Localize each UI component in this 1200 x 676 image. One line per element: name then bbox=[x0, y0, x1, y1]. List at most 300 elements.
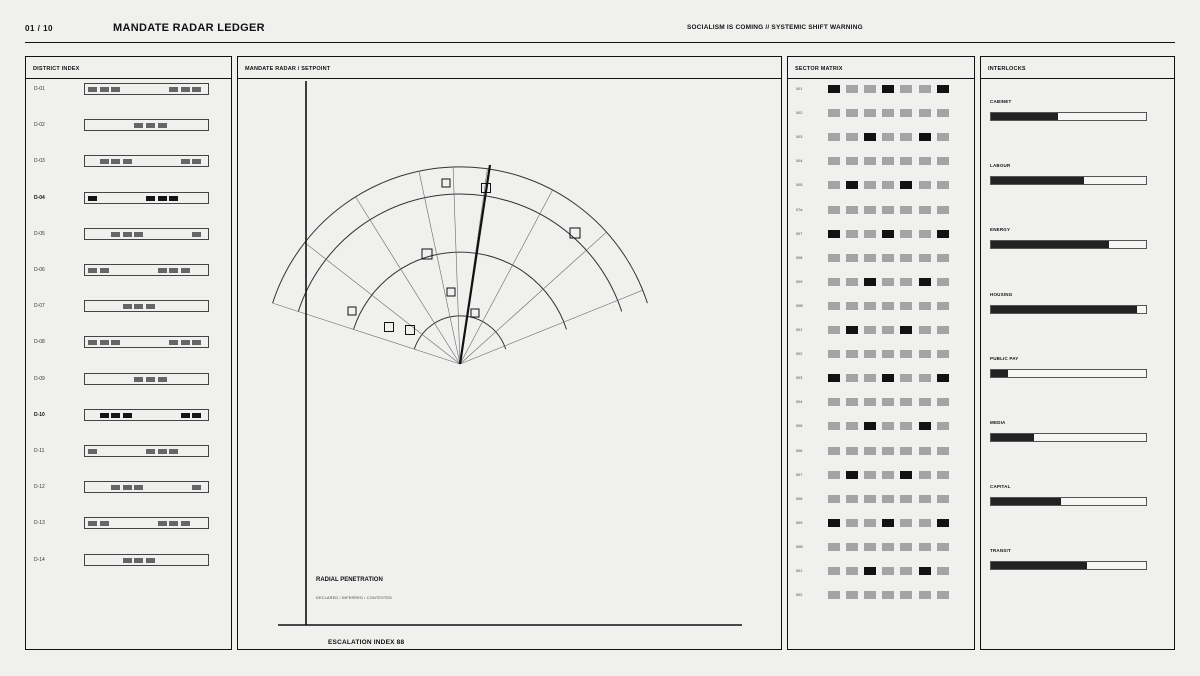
sector-cell[interactable] bbox=[919, 543, 931, 551]
sector-cell[interactable] bbox=[919, 374, 931, 382]
sector-cell[interactable] bbox=[900, 302, 912, 310]
sector-cell[interactable] bbox=[937, 471, 949, 479]
interlock-label: CABINET bbox=[990, 99, 1012, 104]
district-segment bbox=[181, 268, 190, 273]
radar-spoke bbox=[419, 171, 460, 364]
sector-cell[interactable] bbox=[846, 495, 858, 503]
sector-cell[interactable] bbox=[864, 471, 876, 479]
radar-canvas bbox=[238, 79, 781, 649]
sector-cell[interactable] bbox=[828, 157, 840, 165]
district-segment bbox=[100, 521, 109, 526]
district-segment bbox=[146, 558, 155, 563]
district-label: D-11 bbox=[34, 448, 45, 454]
district-bar bbox=[84, 517, 209, 529]
district-segment bbox=[181, 87, 190, 92]
sector-cell[interactable] bbox=[900, 350, 912, 358]
district-segment bbox=[88, 521, 97, 526]
sector-cell[interactable] bbox=[882, 278, 894, 286]
radar-contact-marker[interactable] bbox=[442, 179, 450, 187]
district-segment bbox=[181, 521, 190, 526]
district-segment bbox=[169, 268, 178, 273]
sector-cell[interactable] bbox=[937, 206, 949, 214]
sector-row bbox=[788, 495, 974, 505]
sector-cell[interactable] bbox=[828, 254, 840, 262]
district-row[interactable] bbox=[26, 553, 231, 567]
sector-label: 002 bbox=[796, 111, 803, 116]
sector-cell[interactable] bbox=[919, 254, 931, 262]
sector-cell[interactable] bbox=[937, 567, 949, 575]
sector-cell[interactable] bbox=[900, 85, 912, 93]
district-segment bbox=[100, 87, 109, 92]
sector-cell[interactable] bbox=[882, 254, 894, 262]
sector-label: 004 bbox=[796, 159, 803, 164]
district-label: D-05 bbox=[34, 230, 45, 237]
sector-cell[interactable] bbox=[828, 422, 840, 430]
sector-cell[interactable] bbox=[828, 302, 840, 310]
district-row[interactable] bbox=[26, 335, 231, 349]
sector-cell[interactable] bbox=[828, 567, 840, 575]
sector-cell[interactable] bbox=[846, 591, 858, 599]
sector-cell[interactable] bbox=[919, 350, 931, 358]
sector-cell[interactable] bbox=[937, 109, 949, 117]
district-row[interactable] bbox=[26, 480, 231, 494]
district-segment bbox=[169, 521, 178, 526]
sector-cell[interactable] bbox=[828, 326, 840, 334]
sector-cell[interactable] bbox=[919, 85, 931, 93]
sector-cell[interactable] bbox=[882, 109, 894, 117]
sector-cell[interactable] bbox=[864, 85, 876, 93]
sector-cell[interactable] bbox=[919, 398, 931, 406]
sector-row bbox=[788, 85, 974, 95]
interlock-level-bar bbox=[990, 176, 1147, 185]
district-label: D-14 bbox=[34, 556, 45, 563]
district-bar bbox=[84, 192, 209, 204]
radar-spoke bbox=[273, 303, 460, 364]
sector-cell[interactable] bbox=[900, 471, 912, 479]
sector-row bbox=[788, 591, 974, 601]
sector-cell[interactable] bbox=[882, 471, 894, 479]
district-bar bbox=[84, 83, 209, 95]
district-segment bbox=[169, 449, 178, 454]
sector-cell[interactable] bbox=[919, 495, 931, 503]
district-label: D-02 bbox=[34, 122, 45, 129]
sector-cell[interactable] bbox=[900, 398, 912, 406]
interlock-item bbox=[981, 163, 1173, 193]
sector-cell[interactable] bbox=[882, 422, 894, 430]
sector-cell[interactable] bbox=[846, 181, 858, 189]
interlock-item bbox=[981, 420, 1173, 450]
sector-row bbox=[788, 519, 974, 529]
radar-spoke bbox=[356, 197, 460, 364]
sector-cell[interactable] bbox=[846, 447, 858, 455]
sector-cell[interactable] bbox=[900, 567, 912, 575]
interlock-level-fill bbox=[991, 562, 1087, 569]
district-row[interactable] bbox=[26, 154, 231, 168]
sector-cell[interactable] bbox=[919, 302, 931, 310]
sector-cell[interactable] bbox=[900, 133, 912, 141]
sector-cell[interactable] bbox=[828, 230, 840, 238]
sector-cell[interactable] bbox=[846, 206, 858, 214]
sector-cell[interactable] bbox=[828, 495, 840, 503]
sector-cell[interactable] bbox=[846, 567, 858, 575]
sector-cell[interactable] bbox=[864, 278, 876, 286]
sector-cell[interactable] bbox=[828, 398, 840, 406]
escalation-index-label: ESCALATION INDEX 88 bbox=[328, 639, 405, 646]
sector-row bbox=[788, 254, 974, 264]
radar-contact-marker[interactable] bbox=[348, 307, 356, 315]
interlock-level-bar bbox=[990, 497, 1147, 506]
sector-cell[interactable] bbox=[882, 133, 894, 141]
sector-cell[interactable] bbox=[937, 302, 949, 310]
sector-cell[interactable] bbox=[882, 230, 894, 238]
district-segment bbox=[192, 232, 201, 237]
sector-cell[interactable] bbox=[900, 326, 912, 334]
sector-cell[interactable] bbox=[846, 302, 858, 310]
district-segment bbox=[192, 340, 201, 345]
sector-cell[interactable] bbox=[864, 326, 876, 334]
sector-cell[interactable] bbox=[882, 350, 894, 358]
sector-label: 002 bbox=[796, 593, 803, 598]
sector-cell[interactable] bbox=[864, 109, 876, 117]
district-label: D-09 bbox=[34, 375, 45, 382]
sector-cell[interactable] bbox=[864, 398, 876, 406]
district-segment bbox=[158, 123, 167, 128]
sector-cell[interactable] bbox=[919, 230, 931, 238]
sector-label: 008 bbox=[796, 496, 803, 501]
sector-cell[interactable] bbox=[846, 374, 858, 382]
district-label: D-07 bbox=[34, 303, 45, 310]
sector-cell[interactable] bbox=[937, 447, 949, 455]
sector-cell[interactable] bbox=[864, 230, 876, 238]
mandate-radar-title: MANDATE RADAR / SETPOINT bbox=[245, 66, 331, 72]
sector-row bbox=[788, 206, 974, 216]
sector-label: 003 bbox=[796, 376, 803, 381]
sector-label: 009 bbox=[796, 279, 803, 284]
sector-row bbox=[788, 181, 974, 191]
sector-matrix-title: SECTOR MATRIX bbox=[795, 66, 843, 72]
sector-cell[interactable] bbox=[882, 447, 894, 455]
sector-cell[interactable] bbox=[828, 109, 840, 117]
interlock-level-fill bbox=[991, 241, 1109, 248]
sector-cell[interactable] bbox=[828, 278, 840, 286]
interlock-label: ENERGY bbox=[990, 227, 1011, 233]
district-row[interactable] bbox=[26, 444, 231, 458]
radar-range-arc bbox=[414, 316, 505, 349]
interlock-label: MEDIA bbox=[990, 420, 1006, 425]
district-segment bbox=[123, 558, 132, 563]
sector-cell[interactable] bbox=[882, 85, 894, 93]
sector-cell[interactable] bbox=[864, 374, 876, 382]
sector-cell[interactable] bbox=[828, 206, 840, 214]
sector-cell[interactable] bbox=[882, 543, 894, 551]
district-segment bbox=[158, 377, 167, 382]
sector-cell[interactable] bbox=[900, 181, 912, 189]
sector-label: 003 bbox=[796, 135, 803, 140]
sector-cell[interactable] bbox=[900, 495, 912, 503]
sector-label: 007 bbox=[796, 231, 803, 236]
sector-cell[interactable] bbox=[864, 447, 876, 455]
district-segment bbox=[169, 340, 178, 345]
sector-cell[interactable] bbox=[919, 206, 931, 214]
district-segment bbox=[146, 304, 155, 309]
district-segment bbox=[88, 449, 97, 454]
sector-cell[interactable] bbox=[846, 519, 858, 527]
sector-cell[interactable] bbox=[919, 471, 931, 479]
interlocks-panel bbox=[980, 56, 1175, 650]
sector-cell[interactable] bbox=[882, 567, 894, 575]
sector-cell[interactable] bbox=[864, 181, 876, 189]
sector-cell[interactable] bbox=[828, 133, 840, 141]
sector-cell[interactable] bbox=[900, 230, 912, 238]
sector-cell[interactable] bbox=[900, 422, 912, 430]
sector-cell[interactable] bbox=[828, 350, 840, 358]
district-segment bbox=[158, 268, 167, 273]
district-row[interactable] bbox=[26, 408, 231, 422]
sector-cell[interactable] bbox=[919, 109, 931, 117]
sector-cell[interactable] bbox=[900, 157, 912, 165]
sector-cell[interactable] bbox=[900, 519, 912, 527]
radar-contact-marker[interactable] bbox=[570, 228, 580, 238]
sector-cell[interactable] bbox=[882, 591, 894, 599]
sector-cell[interactable] bbox=[937, 254, 949, 262]
sector-cell[interactable] bbox=[937, 326, 949, 334]
sector-cell[interactable] bbox=[846, 350, 858, 358]
sector-cell[interactable] bbox=[846, 398, 858, 406]
district-bar bbox=[84, 300, 209, 312]
district-row[interactable] bbox=[26, 299, 231, 313]
page-counter: 01 / 10 bbox=[25, 24, 53, 33]
sector-cell[interactable] bbox=[828, 471, 840, 479]
sector-cell[interactable] bbox=[937, 157, 949, 165]
sector-cell[interactable] bbox=[846, 326, 858, 334]
sector-row bbox=[788, 398, 974, 408]
sector-cell[interactable] bbox=[882, 495, 894, 503]
district-segment bbox=[158, 449, 167, 454]
sector-cell[interactable] bbox=[828, 519, 840, 527]
sector-cell[interactable] bbox=[919, 591, 931, 599]
sector-label: 001 bbox=[796, 87, 803, 91]
sector-cell[interactable] bbox=[846, 230, 858, 238]
district-label: D-10 bbox=[34, 411, 45, 418]
interlock-label: CAPITAL bbox=[990, 484, 1011, 490]
sector-cell[interactable] bbox=[864, 591, 876, 599]
sector-cell[interactable] bbox=[882, 206, 894, 214]
sector-row bbox=[788, 278, 974, 288]
district-row[interactable] bbox=[26, 516, 231, 530]
sector-label: 008 bbox=[796, 255, 803, 260]
sector-cell[interactable] bbox=[937, 495, 949, 503]
sector-cell[interactable] bbox=[882, 519, 894, 527]
district-segment bbox=[181, 340, 190, 345]
sector-cell[interactable] bbox=[900, 254, 912, 262]
district-row[interactable] bbox=[26, 191, 231, 205]
sector-cell[interactable] bbox=[846, 85, 858, 93]
sector-cell[interactable] bbox=[864, 519, 876, 527]
sector-cell[interactable] bbox=[864, 422, 876, 430]
district-label: D-01 bbox=[34, 86, 45, 92]
sector-label: 006 bbox=[796, 448, 803, 453]
sector-cell[interactable] bbox=[828, 591, 840, 599]
radar-spoke bbox=[305, 243, 460, 364]
sector-cell[interactable] bbox=[919, 326, 931, 334]
district-bar bbox=[84, 155, 209, 167]
interlock-level-bar bbox=[990, 433, 1147, 442]
district-segment bbox=[100, 268, 109, 273]
radial-penetration-label: RADIAL PENETRATION bbox=[316, 577, 383, 583]
sector-cell[interactable] bbox=[919, 447, 931, 455]
district-segment bbox=[146, 449, 155, 454]
district-row[interactable] bbox=[26, 227, 231, 241]
district-bar bbox=[84, 409, 209, 421]
sector-cell[interactable] bbox=[846, 278, 858, 286]
sector-cell[interactable] bbox=[937, 519, 949, 527]
sector-cell[interactable] bbox=[864, 206, 876, 214]
tagline: SOCIALISM IS COMING // SYSTEMIC SHIFT WARNING bbox=[687, 24, 863, 31]
sector-cell[interactable] bbox=[900, 447, 912, 455]
sector-cell[interactable] bbox=[828, 447, 840, 455]
sector-cell[interactable] bbox=[937, 350, 949, 358]
radar-contact-marker[interactable] bbox=[385, 323, 394, 332]
sector-cell[interactable] bbox=[937, 133, 949, 141]
radar-contact-marker[interactable] bbox=[447, 288, 455, 296]
sector-cell[interactable] bbox=[882, 398, 894, 406]
sector-cell[interactable] bbox=[864, 157, 876, 165]
sector-cell[interactable] bbox=[882, 374, 894, 382]
sector-cell[interactable] bbox=[900, 278, 912, 286]
sector-cell[interactable] bbox=[828, 543, 840, 551]
sector-cell[interactable] bbox=[919, 567, 931, 575]
sector-cell[interactable] bbox=[864, 254, 876, 262]
radar-spoke bbox=[460, 232, 606, 364]
district-bar bbox=[84, 554, 209, 566]
sector-cell[interactable] bbox=[937, 422, 949, 430]
district-label: D-12 bbox=[34, 484, 45, 491]
district-segment bbox=[134, 377, 143, 382]
sector-cell[interactable] bbox=[937, 398, 949, 406]
sector-cell[interactable] bbox=[864, 350, 876, 358]
sector-cell[interactable] bbox=[919, 422, 931, 430]
district-segment bbox=[192, 485, 201, 490]
district-row[interactable] bbox=[26, 372, 231, 386]
district-segment bbox=[169, 87, 178, 92]
district-segment bbox=[111, 159, 120, 164]
district-segment bbox=[123, 159, 132, 164]
sector-cell[interactable] bbox=[846, 543, 858, 551]
sector-cell[interactable] bbox=[864, 567, 876, 575]
district-segment bbox=[181, 159, 190, 164]
district-label: D-03 bbox=[34, 158, 45, 165]
district-row[interactable] bbox=[26, 118, 231, 132]
district-row[interactable] bbox=[26, 263, 231, 277]
interlock-level-fill bbox=[991, 434, 1034, 441]
sector-cell[interactable] bbox=[919, 133, 931, 141]
district-segment bbox=[88, 340, 97, 345]
sector-cell[interactable] bbox=[900, 109, 912, 117]
sector-cell[interactable] bbox=[937, 543, 949, 551]
radar-spoke bbox=[460, 290, 643, 364]
app-title: MANDATE RADAR LEDGER bbox=[113, 22, 265, 34]
sector-cell[interactable] bbox=[919, 157, 931, 165]
district-segment bbox=[134, 123, 143, 128]
sector-cell[interactable] bbox=[882, 157, 894, 165]
district-segment bbox=[146, 377, 155, 382]
sector-cell[interactable] bbox=[846, 471, 858, 479]
sector-cell[interactable] bbox=[919, 181, 931, 189]
interlock-level-fill bbox=[991, 370, 1008, 377]
sector-label: 001 bbox=[796, 569, 803, 573]
district-segment bbox=[192, 87, 201, 92]
sector-cell[interactable] bbox=[937, 181, 949, 189]
sector-cell[interactable] bbox=[846, 109, 858, 117]
sector-cell[interactable] bbox=[846, 422, 858, 430]
sector-cell[interactable] bbox=[937, 374, 949, 382]
interlock-label: LABOUR bbox=[990, 163, 1011, 169]
district-segment bbox=[123, 304, 132, 309]
sector-cell[interactable] bbox=[937, 85, 949, 93]
sector-cell[interactable] bbox=[900, 374, 912, 382]
sector-cell[interactable] bbox=[846, 254, 858, 262]
sector-cell[interactable] bbox=[937, 230, 949, 238]
interlock-level-bar bbox=[990, 112, 1147, 121]
sector-cell[interactable] bbox=[919, 519, 931, 527]
interlock-item bbox=[981, 548, 1173, 578]
district-segment bbox=[88, 87, 97, 92]
radar-contact-marker[interactable] bbox=[406, 326, 415, 335]
interlock-level-fill bbox=[991, 498, 1061, 505]
sector-cell[interactable] bbox=[864, 133, 876, 141]
sector-cell[interactable] bbox=[937, 591, 949, 599]
district-bar bbox=[84, 264, 209, 276]
district-segment bbox=[111, 340, 120, 345]
district-row[interactable] bbox=[26, 82, 231, 96]
sector-row bbox=[788, 374, 974, 384]
sector-cell[interactable] bbox=[882, 302, 894, 310]
sector-cell[interactable] bbox=[919, 278, 931, 286]
sector-cell[interactable] bbox=[882, 181, 894, 189]
district-segment bbox=[134, 232, 143, 237]
sector-cell[interactable] bbox=[846, 133, 858, 141]
panel-header bbox=[788, 57, 974, 79]
sector-row bbox=[788, 471, 974, 481]
sector-cell[interactable] bbox=[828, 85, 840, 93]
sector-cell[interactable] bbox=[828, 181, 840, 189]
sector-cell[interactable] bbox=[900, 591, 912, 599]
district-segment bbox=[100, 340, 109, 345]
sector-cell[interactable] bbox=[864, 302, 876, 310]
sector-cell[interactable] bbox=[828, 374, 840, 382]
sector-row bbox=[788, 350, 974, 360]
sector-label: 009 bbox=[796, 520, 803, 525]
district-bar bbox=[84, 228, 209, 240]
sector-cell[interactable] bbox=[900, 543, 912, 551]
sector-cell[interactable] bbox=[937, 278, 949, 286]
sector-row bbox=[788, 109, 974, 119]
radar-contact-marker[interactable] bbox=[422, 249, 432, 259]
sector-cell[interactable] bbox=[900, 206, 912, 214]
mandate-radar-panel bbox=[237, 56, 782, 650]
radar-range-arc bbox=[354, 252, 567, 329]
sector-cell[interactable] bbox=[846, 157, 858, 165]
interlock-level-bar bbox=[990, 305, 1147, 314]
district-bar bbox=[84, 481, 209, 493]
sector-label: 007 bbox=[796, 472, 803, 477]
sector-cell[interactable] bbox=[882, 326, 894, 334]
district-segment bbox=[134, 558, 143, 563]
radar-contact-marker[interactable] bbox=[471, 309, 479, 317]
top-bar bbox=[25, 0, 1175, 43]
sector-cell[interactable] bbox=[864, 543, 876, 551]
sector-cell[interactable] bbox=[864, 495, 876, 503]
